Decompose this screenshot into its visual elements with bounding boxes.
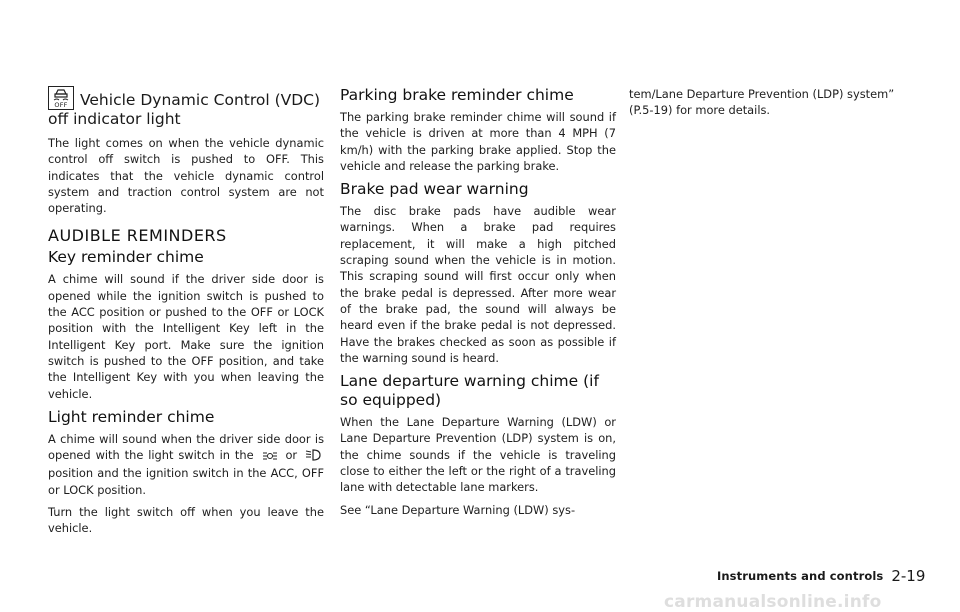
column-1 — [48, 86, 324, 543]
light-chime-body-start: A chime will sound when the driver side door is opened with the light switch in the — [48, 431, 324, 463]
skid-car-icon — [51, 88, 71, 102]
brake-pad-title: Brake pad wear warning — [340, 180, 529, 199]
parking-light-icon — [262, 449, 278, 465]
vdc-indicator-section — [48, 86, 324, 216]
light-chime-body2: Turn the light switch off when you leave the vehicle. — [48, 505, 324, 536]
column-3 — [629, 86, 905, 125]
light-chime-title: Light reminder chime — [48, 407, 215, 426]
vdc-title-row — [48, 86, 324, 129]
watermark: carmanualsonline.info — [664, 592, 882, 612]
audible-reminders-heading: AUDIBLE REMINDERS — [48, 226, 227, 246]
parking-chime-title: Parking brake reminder chime — [340, 86, 574, 104]
footer-section-name: Instruments and controls — [717, 569, 884, 583]
lane-chime-title: Lane departure warning chime (if so equipped) — [340, 372, 599, 410]
headlight-icon — [305, 449, 321, 465]
lane-chime-body2: See “Lane Departure Warning (LDW) sys- — [340, 502, 576, 517]
vdc-off-icon-label: OFF — [54, 101, 68, 109]
page-footer — [717, 567, 926, 585]
vdc-title: Vehicle Dynamic Control (VDC) off indicator light — [48, 91, 321, 128]
lane-chime-continued: tem/Lane Departure Prevention (LDP) system” (P.5-19) for more details. — [629, 87, 895, 118]
parking-chime-body: The parking brake reminder chime will sound if the vehicle is driven at more than 4 MPH (7 km/h) with the parking brake applied. Stop the vehicle and release the parking brake. — [340, 110, 616, 173]
vdc-body: The light comes on when the vehicle dynamic control off switch is pushed to OFF. This indicates that the vehicle dynamic control system and traction control system are not operating. — [48, 136, 324, 216]
page-number: 2-19 — [891, 567, 926, 585]
light-chime-or: or — [285, 448, 298, 463]
brake-pad-body: The disc brake pads have audible wear warnings. When a brake pad requires replacement, it will make a high pitched scraping sound when the vehicle is in motion. This scraping sound will first occur only when the brake pedal is depressed. After more wear of the brake pad, the sound will always be heard even if the brake pedal is not depressed. Have the brakes checked as soon as possible if the warning sound is heard. — [340, 204, 616, 365]
key-chime-body: A chime will sound if the driver side door is opened while the ignition switch is pushed to the ACC position or pushed to the OFF or LOCK position with the Intelligent Key left in the Intelligent Key port. Make sure the ignition switch is pushed to the OFF position, and take the Intelligent Key with you when leaving the vehicle. — [48, 272, 324, 401]
lane-chime-body: When the Lane Departure Warning (LDW) or Lane Departure Prevention (LDP) system is on, the chime sounds if the vehicle is traveling close to either the left or the right of a traveling lane with detectable lane markers. — [340, 415, 616, 495]
light-chime-body-end: position and the ignition switch in the ACC, OFF or LOCK position. — [48, 466, 324, 497]
light-chime-body — [48, 431, 324, 498]
column-2 — [340, 86, 616, 524]
key-chime-title: Key reminder chime — [48, 248, 204, 267]
vdc-off-icon — [48, 86, 74, 110]
